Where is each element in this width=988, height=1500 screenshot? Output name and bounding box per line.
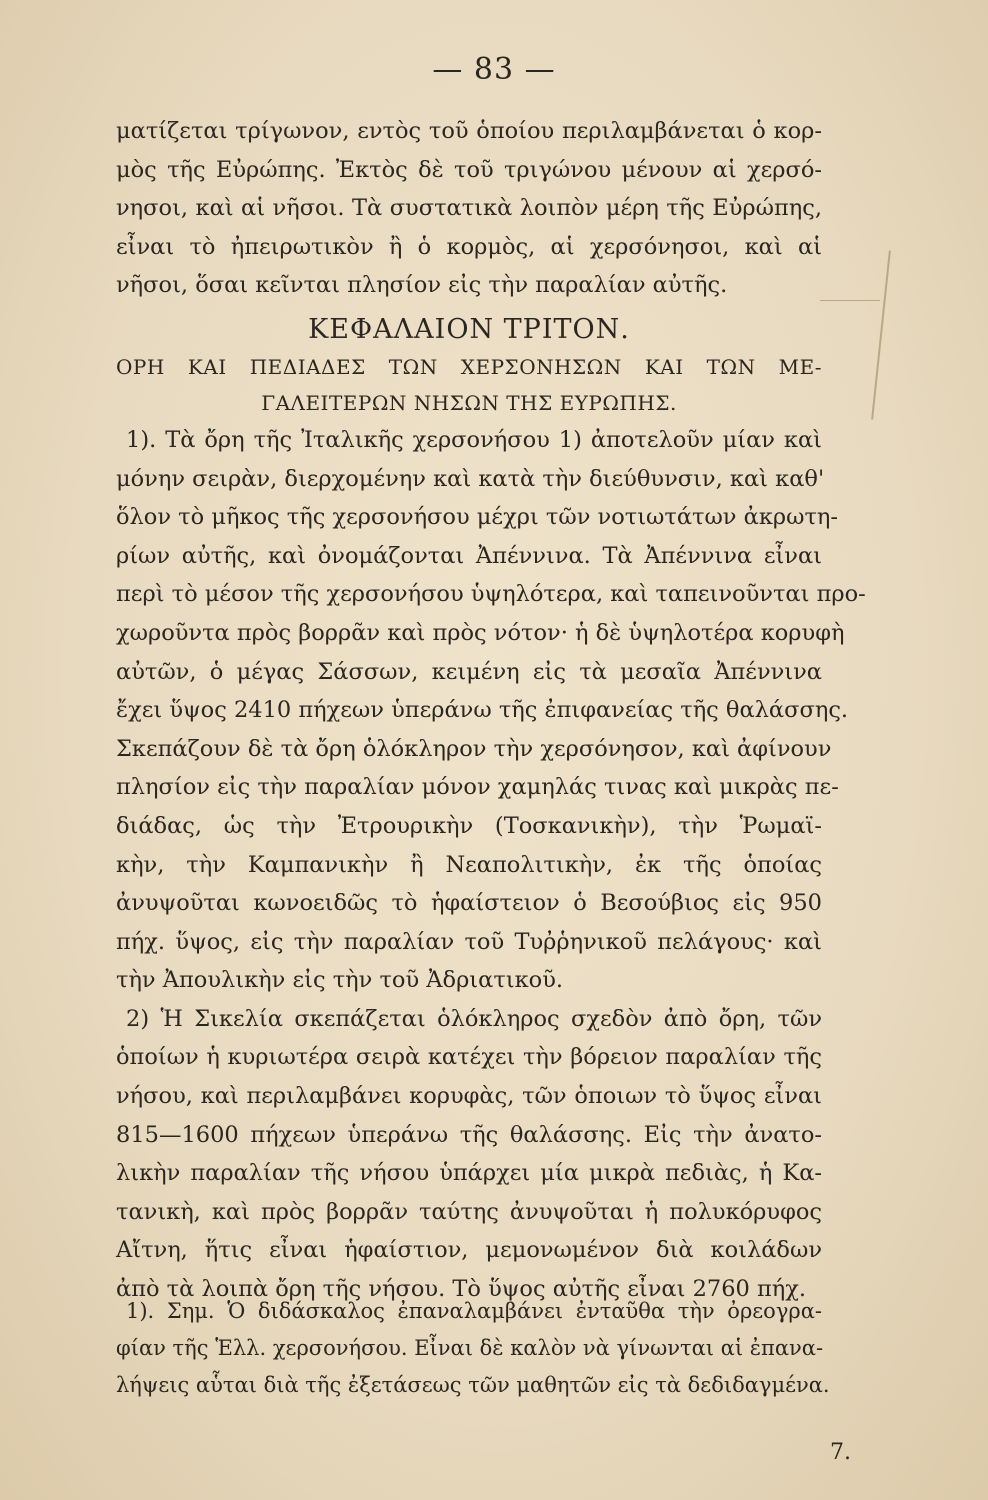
paragraph-2-line: ἀπὸ τὰ λοιπὰ ὄρη τῆς νήσου. Τὸ ὕψος αὐτῆς εἶναι 2760 πήχ.	[116, 1276, 807, 1303]
paragraph-1-line: πλησίον εἰς τὴν παραλίαν μόνον χαμηλάς τινας καὶ μικρὰς πε-	[116, 774, 839, 801]
paragraph-1-line: ρίων αὐτῆς, καὶ ὀνομάζονται Ἀπέννινα. Τὰ Ἀπέννινα εἶναι	[116, 542, 822, 569]
section-heading-line-1: ΟΡΗ ΚΑΙ ΠΕΔΙΑΔΕΣ ΤΩΝ ΧΕΡΣΟΝΗΣΩΝ ΚΑΙ ΤΩΝ ΜΕ-	[116, 354, 822, 379]
paragraph-2-line: λικὴν παραλίαν τῆς νήσου ὑπάρχει μία μικρὰ πεδιὰς, ἡ Κα-	[116, 1160, 822, 1187]
signature-mark: 7.	[830, 1440, 851, 1465]
intro-paragraph	[116, 112, 822, 305]
main-text	[116, 112, 866, 1309]
paragraph-1-line: μόνην σειρὰν, διερχομένην καὶ κατὰ τὴν διεύθυνσιν, καὶ καθ'	[116, 465, 825, 492]
footnote-line: λήψεις αὗται διὰ τῆς ἐξετάσεως τῶν μαθητῶν εἰς τὰ δεδιδαγμένα.	[116, 1373, 830, 1397]
paragraph-intro-line: νῆσοι, ὅσαι κεῖνται πλησίον εἰς τὴν παραλίαν αὐτῆς.	[116, 272, 728, 299]
paragraph-1-line: ὅλον τὸ μῆκος τῆς χερσονήσου μέχρι τῶν νοτιωτάτων ἀκρωτη-	[116, 504, 838, 531]
footnote	[116, 1293, 830, 1404]
paragraph-1-line: Σκεπάζουν δὲ τὰ ὄρη ὁλόκληρον τὴν χερσόνησον, καὶ ἀφίνουν	[116, 735, 832, 762]
paragraph-1-line: περὶ τὸ μέσον τῆς χερσονήσου ὑψηλότερα, καὶ ταπεινοῦνται προ-	[116, 581, 866, 608]
paragraph-intro-line: εἶναι τὸ ἠπειρωτικὸν ἢ ὁ κορμὸς, αἱ χερσόνησοι, καὶ αἱ	[116, 233, 822, 260]
paragraph-1-line: χωροῦντα πρὸς βορρᾶν καὶ πρὸς νότον· ἡ δὲ ὑψηλοτέρα κορυφὴ	[116, 619, 845, 646]
paragraph-2-line: 2) Ἡ Σικελία σκεπάζεται ὁλόκληρος σχεδὸν ἀπὸ ὄρη, τῶν	[126, 1005, 822, 1032]
paragraph-2-line: ὁποίων ἡ κυριωτέρα σειρὰ κατέχει τὴν βόρειον παραλίαν τῆς	[116, 1044, 822, 1071]
section-heading-line-2: ΓΑΛΕΙΤΕΡΩΝ ΝΗΣΩΝ ΤΗΣ ΕΥΡΩΠΗΣ.	[261, 390, 677, 415]
paragraph-2-line: τανικὴ, καὶ πρὸς βορρᾶν ταύτης ἀνυψοῦται ἡ πολυκόρυφος	[116, 1198, 822, 1225]
paragraph-1-line: διάδας, ὡς τὴν Ἐτρουρικὴν (Τοσκανικὴν), τὴν Ῥωμαϊ-	[116, 812, 822, 839]
paragraph-2-line: Αἴτνη, ἥτις εἶναι ἡφαίστιον, μεμονωμένον διὰ κοιλάδων	[116, 1237, 822, 1264]
paragraph-2-line: νήσου, καὶ περιλαμβάνει κορυφὰς, τῶν ὁποιων τὸ ὕψος εἶναι	[116, 1083, 822, 1110]
paragraph-1-line: 1). Τὰ ὄρη τῆς Ἰταλικῆς χερσονήσου 1) ἀποτελοῦν μίαν καὶ	[126, 426, 822, 453]
chapter-title: ΚΕΦΑΛΑΙΟΝ ΤΡΙΤΟΝ.	[308, 313, 630, 345]
paragraph-1-line: αὐτῶν, ὁ μέγας Σάσσων, κειμένη εἰς τὰ μεσαῖα Ἀπέννινα	[116, 658, 822, 685]
paragraph-italian-peninsula	[116, 421, 866, 1000]
footnote-line: 1). Σημ. Ὁ διδάσκαλος ἐπαναλαμβάνει ἐνταῦθα τὴν ὀρεογρα-	[126, 1299, 822, 1323]
paragraph-2-line: 815—1600 πήχεων ὑπεράνω τῆς θαλάσσης. Εἰς τὴν ἀνατο-	[116, 1121, 822, 1148]
paragraph-1-line: πήχ. ὕψος, εἰς τὴν παραλίαν τοῦ Τυῤῥηνικοῦ πελάγους· καὶ	[116, 928, 822, 955]
paragraph-1-line: ἔχει ὕψος 2410 πήχεων ὑπεράνω τῆς ἐπιφανείας τῆς θαλάσσης.	[116, 697, 849, 724]
paragraph-intro-line: ματίζεται τρίγωνον, εντὸς τοῦ ὁποίου περιλαμβάνεται ὁ κορ-	[116, 118, 822, 144]
page-number: — 83 —	[432, 52, 556, 87]
paragraph-intro-line: μὸς τῆς Εὐρώπης. Ἐκτὸς δὲ τοῦ τριγώνου μένουν αἱ χερσό-	[116, 156, 822, 183]
paragraph-intro-line: νησοι, καὶ αἱ νῆσοι. Τὰ συστατικὰ λοιπὸν μέρη τῆς Εὐρώπης,	[116, 195, 822, 222]
footnote-line: φίαν τῆς Ἑλλ. χερσονήσου. Εἶναι δὲ καλὸν νὰ γίνωνται αἱ ἐπανα-	[116, 1336, 824, 1360]
margin-pencil-mark	[871, 250, 891, 419]
margin-pencil-tick	[820, 300, 880, 301]
paragraph-1-line: ἀνυψοῦται κωνοειδῶς τὸ ἡφαίστειον ὁ Βεσούβιος εἰς 950	[116, 890, 822, 917]
paragraph-1-line: τὴν Ἀπουλικὴν εἰς τὴν τοῦ Ἀδριατικοῦ.	[116, 967, 564, 994]
paragraph-1-line: κὴν, τὴν Καμπανικὴν ἢ Νεαπολιτικὴν, ἐκ τῆς ὁποίας	[116, 851, 822, 878]
paragraph-sicily	[116, 1000, 822, 1309]
